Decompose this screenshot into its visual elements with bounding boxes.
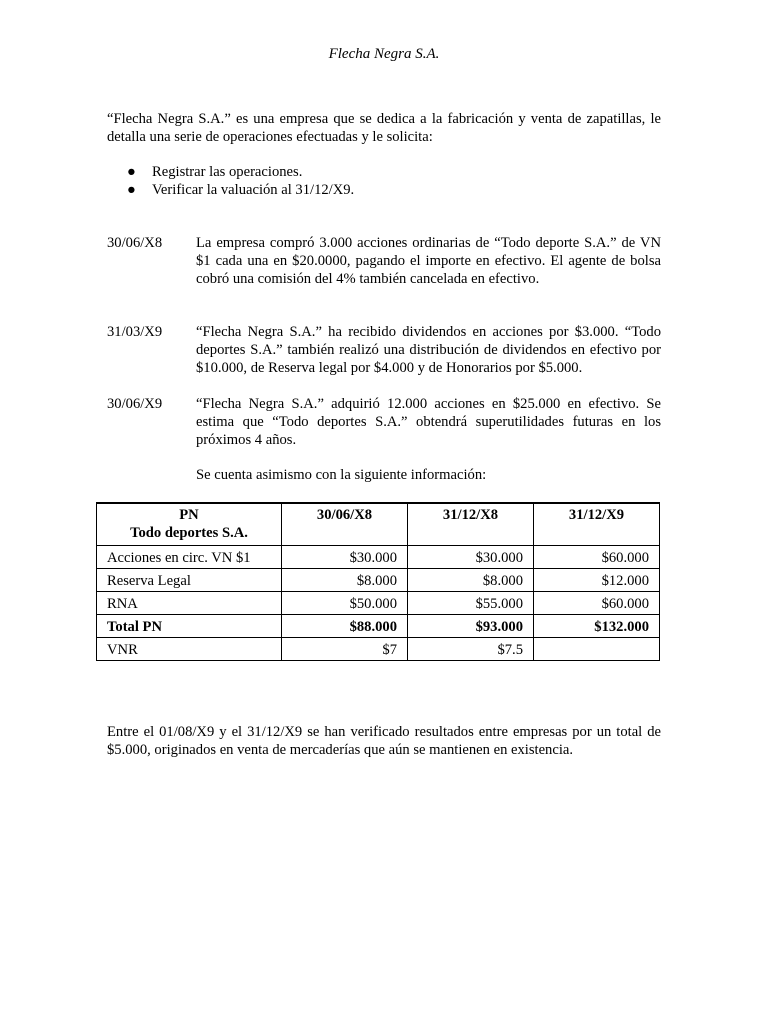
- table-header-row: [97, 503, 660, 546]
- table-cell: $132.000: [534, 615, 660, 638]
- closing-paragraph: Entre el 01/08/X9 y el 31/12/X9 se han verificado resultados entre empresas por un total de $5.000, originados en venta de mercaderías que aún se mantienen en existencia.: [107, 724, 661, 758]
- entry-date: 30/06/X9: [107, 396, 163, 412]
- table-cell: $60.000: [534, 546, 660, 569]
- entry-text: “Flecha Negra S.A.” adquirió 12.000 acciones en $25.000 en efectivo. Se estima que “Todo deportes S.A.” obtendrá superutilidades futuras en los próximos 4 años.: [196, 396, 661, 448]
- operation-entry: [107, 323, 661, 377]
- row-label: Acciones en circ. VN $1: [97, 546, 282, 569]
- bullet-icon: ●: [127, 182, 136, 198]
- list-item: ● Verificar la valuación al 31/12/X9.: [127, 182, 355, 198]
- table-row: [97, 569, 660, 592]
- table-cell: $30.000: [408, 546, 534, 569]
- row-label: Reserva Legal: [97, 569, 282, 592]
- bullet-icon: ●: [127, 164, 136, 180]
- table-cell: $12.000: [534, 569, 660, 592]
- row-label: RNA: [97, 592, 282, 615]
- table-cell: $88.000: [282, 615, 408, 638]
- operation-entry: [107, 395, 661, 449]
- table-row: [97, 638, 660, 661]
- row-label: Total PN: [97, 615, 282, 638]
- table-cell: $30.000: [282, 546, 408, 569]
- operation-entry: [107, 234, 661, 288]
- intro-paragraph: “Flecha Negra S.A.” es una empresa que se dedica a la fabricación y venta de zapatillas, le detalla una serie de operaciones efectuadas y le solicita:: [107, 111, 661, 145]
- table-cell: $55.000: [408, 592, 534, 615]
- table-header-label: PN Todo deportes S.A.: [97, 503, 282, 546]
- table-column-header: 31/12/X9: [534, 503, 660, 546]
- list-item: ● Registrar las operaciones.: [127, 164, 303, 180]
- entry-text: La empresa compró 3.000 acciones ordinarias de “Todo deporte S.A.” de VN $1 cada una en $20.0000, pagando el importe en efectivo. El agente de bolsa cobró una comisión del 4% también cancelada en efectivo.: [196, 235, 661, 287]
- table-row: [97, 592, 660, 615]
- table-cell: $8.000: [408, 569, 534, 592]
- table-cell: $50.000: [282, 592, 408, 615]
- info-line: Se cuenta asimismo con la siguiente información:: [196, 467, 487, 483]
- table-cell: [534, 638, 660, 661]
- table-row: [97, 615, 660, 638]
- requirements-list: [127, 163, 647, 199]
- table-column-header: 30/06/X8: [282, 503, 408, 546]
- document-title: Flecha Negra S.A.: [328, 46, 440, 62]
- table-cell: $7.5: [408, 638, 534, 661]
- table-cell: $60.000: [534, 592, 660, 615]
- row-label: VNR: [97, 638, 282, 661]
- pn-table: [96, 502, 660, 661]
- entry-date: 30/06/X8: [107, 235, 163, 251]
- table-row: [97, 546, 660, 569]
- table-cell: $93.000: [408, 615, 534, 638]
- table-column-header: 31/12/X8: [408, 503, 534, 546]
- entry-text: “Flecha Negra S.A.” ha recibido dividendos en acciones por $3.000. “Todo deportes S.A.” también realizó una distribución de dividendos en efectivo por $10.000, de Reserva legal por $4.000 y de Honorarios por $5.000.: [196, 324, 661, 376]
- entry-date: 31/03/X9: [107, 324, 163, 340]
- table-cell: $7: [282, 638, 408, 661]
- table-cell: $8.000: [282, 569, 408, 592]
